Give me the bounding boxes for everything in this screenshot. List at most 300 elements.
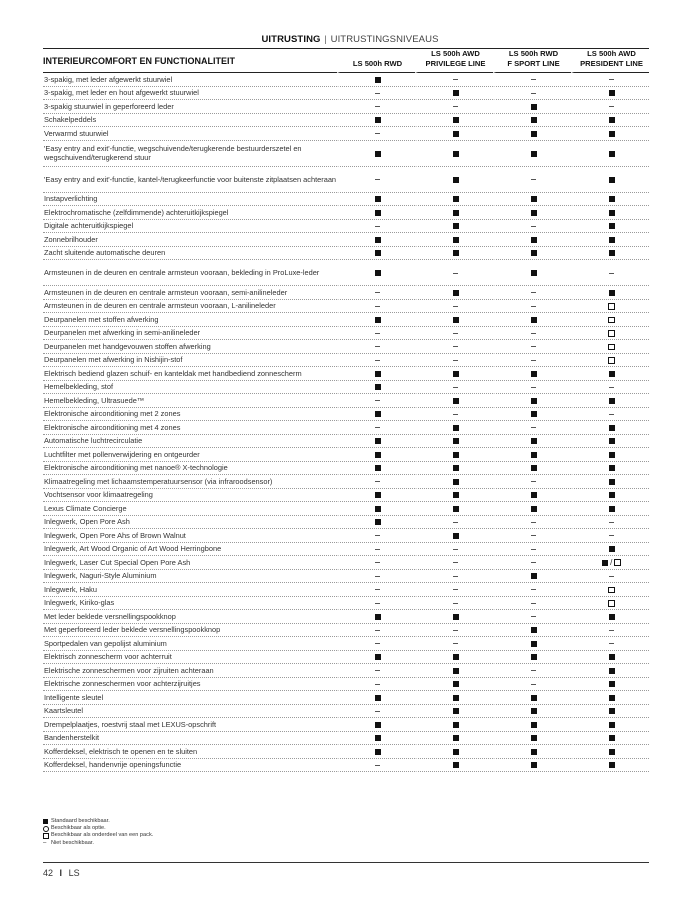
- feature-label: Luchtfilter met pollenverwijdering en ontgeurder: [43, 448, 337, 462]
- bottom-rule: [43, 862, 649, 863]
- availability-cell: [337, 127, 415, 141]
- not-available-marker: [375, 133, 380, 134]
- page-header: [0, 34, 700, 45]
- availability-cell: [493, 127, 571, 141]
- not-available-marker: [609, 414, 614, 415]
- standard-marker-icon: [531, 492, 537, 498]
- not-available-marker: [453, 414, 458, 415]
- table-row: [43, 489, 649, 503]
- not-available-marker: [375, 226, 380, 227]
- pack-marker-icon: [608, 317, 615, 324]
- availability-cell: [415, 421, 493, 435]
- availability-cell: [415, 462, 493, 476]
- availability-cell: [493, 489, 571, 503]
- availability-cell: [415, 583, 493, 597]
- availability-cell: [415, 313, 493, 327]
- not-available-marker: [453, 273, 458, 274]
- standard-marker-icon: [453, 749, 459, 755]
- feature-label: Elektronische airconditioning met 2 zones: [43, 408, 337, 422]
- availability-cell: [415, 624, 493, 638]
- availability-cell: [337, 705, 415, 719]
- availability-cell: [415, 651, 493, 665]
- standard-marker-icon: [453, 668, 459, 674]
- standard-marker-icon: [453, 131, 459, 137]
- standard-marker-icon: [531, 237, 537, 243]
- availability-cell: [337, 691, 415, 705]
- not-available-marker: [531, 549, 536, 550]
- feature-label: Deurpanelen met handgevouwen stoffen afwerking: [43, 340, 337, 354]
- availability-cell: [571, 556, 649, 570]
- not-available-marker: [375, 93, 380, 94]
- feature-label: Inlegwerk, Open Pore Ahs of Brown Walnut: [43, 529, 337, 543]
- availability-cell: [493, 691, 571, 705]
- feature-label: Klimaatregeling met lichaamstemperatuursensor (via infraroodsensor): [43, 475, 337, 489]
- feature-label: Drempelplaatjes, roestvrij staal met LEXUS-opschrift: [43, 718, 337, 732]
- standard-marker-icon: [375, 77, 381, 83]
- standard-marker-icon: [375, 250, 381, 256]
- availability-cell: [415, 193, 493, 207]
- feature-label: Inlegwerk, Naguri-Style Aluminium: [43, 570, 337, 584]
- table-row: [43, 624, 649, 638]
- availability-cell: [493, 354, 571, 368]
- standard-marker-icon: [609, 762, 615, 768]
- table-row: [43, 745, 649, 759]
- availability-cell: [337, 313, 415, 327]
- availability-cell: [493, 570, 571, 584]
- availability-cell: [493, 462, 571, 476]
- standard-marker-icon: [375, 654, 381, 660]
- availability-cell: [337, 718, 415, 732]
- not-available-marker: [609, 643, 614, 644]
- table-row: [43, 367, 649, 381]
- availability-cell: [571, 610, 649, 624]
- standard-marker-icon: [609, 131, 615, 137]
- availability-cell: [337, 637, 415, 651]
- not-available-marker: [531, 93, 536, 94]
- availability-cell: [415, 556, 493, 570]
- standard-marker-icon: [531, 104, 537, 110]
- feature-label: Hemelbekleding, Ultrasuede™: [43, 394, 337, 408]
- standard-marker-icon: [453, 210, 459, 216]
- availability-cell: [571, 678, 649, 692]
- standard-marker-icon: [43, 819, 48, 824]
- availability-cell: [493, 664, 571, 678]
- not-available-marker: [375, 306, 380, 307]
- feature-label: Digitale achteruitkijkspiegel: [43, 220, 337, 234]
- availability-cell: [571, 570, 649, 584]
- availability-cell: [337, 87, 415, 101]
- table-row: [43, 167, 649, 193]
- standard-marker-icon: [375, 465, 381, 471]
- page-number: 42: [43, 868, 54, 878]
- availability-cell: [493, 718, 571, 732]
- standard-marker-icon: [609, 196, 615, 202]
- not-available-marker: [453, 549, 458, 550]
- availability-cell: [571, 247, 649, 261]
- availability-cell: [415, 705, 493, 719]
- pack-marker-icon: [608, 303, 615, 310]
- feature-label: Deurpanelen met afwerking in Nishijin-stof: [43, 354, 337, 368]
- availability-cell: [571, 167, 649, 193]
- availability-cell: [493, 759, 571, 773]
- availability-cell: [571, 745, 649, 759]
- standard-marker-icon: [453, 290, 459, 296]
- table-row: [43, 637, 649, 651]
- standard-marker-icon: [453, 762, 459, 768]
- standard-marker-icon: [453, 371, 459, 377]
- availability-cell: [337, 193, 415, 207]
- standard-marker-icon: [609, 223, 615, 229]
- availability-cell: [571, 220, 649, 234]
- availability-cell: [337, 462, 415, 476]
- availability-cell: [571, 300, 649, 314]
- feature-label: Lexus Climate Concierge: [43, 502, 337, 516]
- table-row: [43, 664, 649, 678]
- availability-cell: [571, 394, 649, 408]
- standard-marker-icon: [453, 722, 459, 728]
- not-available-marker: [531, 346, 536, 347]
- availability-cell: [337, 516, 415, 530]
- availability-cell: [415, 570, 493, 584]
- availability-cell: [415, 759, 493, 773]
- pack-marker-icon: [608, 344, 615, 351]
- footer-separator: I: [59, 868, 63, 878]
- availability-cell: [337, 327, 415, 341]
- availability-cell: [337, 100, 415, 114]
- table-row: [43, 220, 649, 234]
- feature-label: Intelligente sleutel: [43, 691, 337, 705]
- standard-marker-icon: [531, 398, 537, 404]
- availability-cell: [415, 286, 493, 300]
- availability-cell: [493, 745, 571, 759]
- standard-marker-icon: [453, 695, 459, 701]
- availability-cell: [337, 247, 415, 261]
- not-available-marker: [375, 670, 380, 671]
- availability-cell: [493, 193, 571, 207]
- not-available-marker: [375, 360, 380, 361]
- availability-cell: [337, 354, 415, 368]
- feature-label: Elektrisch zonnescherm voor achterruit: [43, 651, 337, 665]
- availability-cell: [493, 220, 571, 234]
- availability-cell: [415, 489, 493, 503]
- standard-marker-icon: [375, 722, 381, 728]
- standard-marker-icon: [531, 317, 537, 323]
- availability-cell: [493, 732, 571, 746]
- availability-cell: [415, 381, 493, 395]
- availability-cell: [571, 583, 649, 597]
- feature-label: Deurpanelen met afwerking in semi-anilineleder: [43, 327, 337, 341]
- standard-marker-icon: [609, 479, 615, 485]
- availability-cell: [493, 705, 571, 719]
- standard-marker-icon: [531, 438, 537, 444]
- standard-marker-icon: [531, 654, 537, 660]
- table-row: [43, 448, 649, 462]
- standard-marker-icon: [531, 371, 537, 377]
- table-row: [43, 327, 649, 341]
- availability-cell: [337, 73, 415, 87]
- standard-marker-icon: [609, 151, 615, 157]
- table-row: [43, 435, 649, 449]
- table-title: INTERIEURCOMFORT EN FUNCTIONALITEIT: [43, 49, 337, 73]
- subsection-title: UITRUSTINGSNIVEAUS: [330, 34, 439, 45]
- not-available-marker: [375, 106, 380, 107]
- standard-marker-icon: [531, 250, 537, 256]
- table-row: [43, 206, 649, 220]
- standard-marker-icon: [609, 668, 615, 674]
- table-row: [43, 300, 649, 314]
- table-row: [43, 691, 649, 705]
- standard-marker-icon: [375, 371, 381, 377]
- availability-cell: [493, 381, 571, 395]
- standard-marker-icon: [375, 117, 381, 123]
- standard-marker-icon: [375, 614, 381, 620]
- availability-cell: [337, 448, 415, 462]
- standard-marker-icon: [609, 681, 615, 687]
- standard-marker-icon: [531, 465, 537, 471]
- availability-cell: [571, 193, 649, 207]
- availability-cell: [493, 543, 571, 557]
- availability-cell: [493, 206, 571, 220]
- standard-marker-icon: [453, 425, 459, 431]
- availability-cell: [571, 516, 649, 530]
- standard-marker-icon: [609, 654, 615, 660]
- availability-cell: [493, 100, 571, 114]
- feature-label: 3-spakig, met leder en hout afgewerkt stuurwiel: [43, 87, 337, 101]
- availability-cell: [415, 475, 493, 489]
- availability-cell: [571, 286, 649, 300]
- availability-cell: [415, 678, 493, 692]
- table-row: [43, 421, 649, 435]
- not-available-marker: [453, 576, 458, 577]
- table-row: [43, 651, 649, 665]
- not-available-marker: [453, 643, 458, 644]
- standard-marker-icon: [609, 117, 615, 123]
- standard-marker-icon: [609, 371, 615, 377]
- feature-label: Kofferdeksel, handenvrije openingsfunctie: [43, 759, 337, 773]
- standard-marker-icon: [609, 90, 615, 96]
- availability-cell: [415, 502, 493, 516]
- feature-label: Zacht sluitende automatische deuren: [43, 247, 337, 261]
- availability-cell: [571, 340, 649, 354]
- availability-cell: [493, 327, 571, 341]
- not-available-marker: [531, 226, 536, 227]
- availability-cell: [571, 691, 649, 705]
- standard-marker-icon: [453, 177, 459, 183]
- table-row: [43, 313, 649, 327]
- not-available-marker: [531, 79, 536, 80]
- standard-marker-icon: [453, 223, 459, 229]
- standard-marker-icon: [531, 151, 537, 157]
- not-available-marker: –: [43, 839, 47, 846]
- availability-cell: [571, 529, 649, 543]
- feature-label: Inlegwerk, Haku: [43, 583, 337, 597]
- availability-cell: [571, 705, 649, 719]
- availability-cell: [337, 529, 415, 543]
- standard-marker-icon: [453, 533, 459, 539]
- standard-marker-icon: [375, 749, 381, 755]
- availability-cell: [493, 583, 571, 597]
- not-available-marker: [609, 522, 614, 523]
- feature-label: Elektronische airconditioning met 4 zones: [43, 421, 337, 435]
- not-available-marker: [531, 603, 536, 604]
- standard-marker-icon: [453, 237, 459, 243]
- feature-label: 'Easy entry and exit'-functie, wegschuivende/terugkerende bestuurderszetel en wegschuivend/terugkerend stuur: [43, 141, 337, 167]
- feature-label: Elektrische zonneschermen voor achterzijruitjes: [43, 678, 337, 692]
- availability-cell: [337, 233, 415, 247]
- standard-marker-icon: [609, 506, 615, 512]
- table-row: [43, 529, 649, 543]
- availability-cell: [337, 381, 415, 395]
- table-row: [43, 759, 649, 773]
- table-row: [43, 394, 649, 408]
- not-available-marker: [531, 522, 536, 523]
- availability-cell: [415, 73, 493, 87]
- header-separator: |: [324, 34, 327, 45]
- availability-cell: [337, 475, 415, 489]
- standard-marker-icon: [375, 492, 381, 498]
- availability-cell: [415, 367, 493, 381]
- table-row: [43, 556, 649, 570]
- availability-cell: [571, 327, 649, 341]
- standard-marker-icon: [453, 250, 459, 256]
- availability-cell: [415, 610, 493, 624]
- standard-marker-icon: [609, 492, 615, 498]
- availability-cell: [415, 300, 493, 314]
- availability-cell: [571, 489, 649, 503]
- not-available-marker: [453, 360, 458, 361]
- table-row: [43, 127, 649, 141]
- feature-label: Sportpedalen van gepolijst aluminium: [43, 637, 337, 651]
- availability-cell: [493, 300, 571, 314]
- not-available-marker: [609, 576, 614, 577]
- legend-item-option: Beschikbaar als optie.: [43, 825, 153, 832]
- availability-cell: [415, 233, 493, 247]
- not-available-marker: [375, 576, 380, 577]
- not-available-marker: [531, 562, 536, 563]
- availability-cell: [415, 637, 493, 651]
- standard-marker-icon: [453, 614, 459, 620]
- availability-cell: [415, 354, 493, 368]
- standard-marker-icon: [531, 506, 537, 512]
- not-available-marker: [453, 346, 458, 347]
- standard-marker-icon: [375, 384, 381, 390]
- standard-marker-icon: [609, 210, 615, 216]
- table-row: [43, 543, 649, 557]
- standard-marker-icon: [453, 479, 459, 485]
- availability-cell: [493, 114, 571, 128]
- not-available-marker: [375, 427, 380, 428]
- not-available-marker: [531, 292, 536, 293]
- availability-cell: [337, 556, 415, 570]
- standard-marker-icon: [531, 708, 537, 714]
- availability-cell: [415, 597, 493, 611]
- table-row: [43, 583, 649, 597]
- standard-marker-icon: [531, 573, 537, 579]
- availability-cell: [493, 651, 571, 665]
- availability-cell: [337, 570, 415, 584]
- column-header: LS 500h RWD: [337, 49, 415, 73]
- feature-label: Met leder beklede versnellingspookknop: [43, 610, 337, 624]
- table-row: [43, 516, 649, 530]
- standard-marker-icon: [609, 425, 615, 431]
- availability-cell: [571, 100, 649, 114]
- feature-label: Automatische luchtrecirculatie: [43, 435, 337, 449]
- standard-marker-icon: [531, 196, 537, 202]
- availability-cell: [571, 732, 649, 746]
- availability-cell: [337, 394, 415, 408]
- availability-cell: [415, 167, 493, 193]
- availability-cell: [337, 167, 415, 193]
- availability-cell: [337, 610, 415, 624]
- availability-cell: [493, 516, 571, 530]
- availability-cell: [571, 448, 649, 462]
- availability-cell: [493, 394, 571, 408]
- availability-cell: [493, 637, 571, 651]
- legend: [43, 818, 153, 847]
- not-available-marker: [375, 346, 380, 347]
- availability-cell: [415, 529, 493, 543]
- feature-label: Schakelpeddels: [43, 114, 337, 128]
- availability-cell: [337, 678, 415, 692]
- table-row: [43, 597, 649, 611]
- availability-cell: [571, 313, 649, 327]
- not-available-marker: [609, 79, 614, 80]
- availability-cell: [415, 394, 493, 408]
- not-available-marker: [531, 387, 536, 388]
- availability-cell: [337, 408, 415, 422]
- standard-marker-icon: [609, 722, 615, 728]
- table-row: [43, 141, 649, 167]
- legend-item-na: – Niet beschikbaar.: [43, 839, 94, 846]
- standard-marker-icon: [609, 749, 615, 755]
- availability-cell: [493, 475, 571, 489]
- availability-cell: [493, 529, 571, 543]
- not-available-marker: [453, 630, 458, 631]
- availability-cell: [493, 247, 571, 261]
- standard-marker-icon: [375, 452, 381, 458]
- availability-cell: [571, 367, 649, 381]
- standard-marker-icon: [531, 131, 537, 137]
- feature-label: Elektrochromatische (zelfdimmende) achteruitkijkspiegel: [43, 206, 337, 220]
- availability-cell: [337, 300, 415, 314]
- not-available-marker: [375, 535, 380, 536]
- feature-label: Instapverlichting: [43, 193, 337, 207]
- not-available-marker: [531, 684, 536, 685]
- availability-cell: [493, 87, 571, 101]
- availability-cell: [571, 421, 649, 435]
- availability-cell: [415, 516, 493, 530]
- table-row: [43, 732, 649, 746]
- standard-marker-icon: [375, 506, 381, 512]
- feature-label: 3-spakig stuurwiel in geperforeerd leder: [43, 100, 337, 114]
- availability-cell: [493, 167, 571, 193]
- legend-item-pack: Beschikbaar als onderdeel van een pack.: [43, 832, 153, 839]
- standard-marker-icon: [609, 614, 615, 620]
- feature-label: Zonnebrilhouder: [43, 233, 337, 247]
- not-available-marker: [375, 684, 380, 685]
- availability-cell: [415, 340, 493, 354]
- standard-marker-icon: [531, 695, 537, 701]
- pack-marker-icon: [608, 587, 615, 594]
- table-row: [43, 462, 649, 476]
- availability-cell: [571, 127, 649, 141]
- table-row: [43, 87, 649, 101]
- not-available-marker: [375, 711, 380, 712]
- standard-marker-icon: [375, 411, 381, 417]
- not-available-marker: [531, 535, 536, 536]
- availability-cell: [337, 114, 415, 128]
- table-row: [43, 718, 649, 732]
